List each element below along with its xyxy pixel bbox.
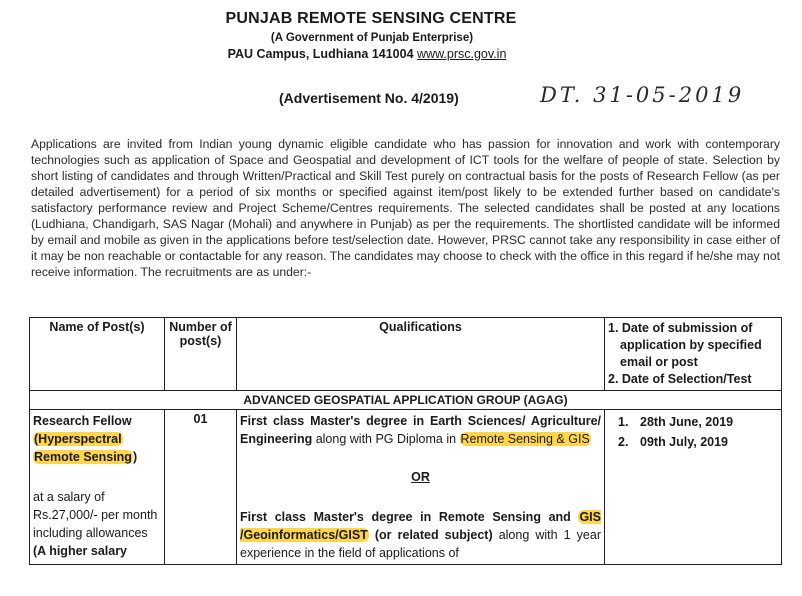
header-dates-1: 1. Date of submission of xyxy=(608,321,753,335)
intro-paragraph: Applications are invited from Indian young dynamic eligible candidate who has passion for innovation and work with contemporary technologies such as application of Space and Geospatial and development of ICT tools for the welfare of people of state. Selection by short listing of candidates and through Written/Practical and Skill Test purely on contractual basis for the posts of Research Fellow (as per detailed advertisement) for a period of six months or specified against item/post likely to be extended further based on candidate's satisfactory performance review and Project Scheme/Centres requirements. The selected candidates shall be posted at any locations (Ludhiana, Chandigarh, SAS Nagar (Mohali) and anywhere in Punjab) as per the requirements. The shortlisted candidate will be informed by email and mobile as given in the applications before test/selection date. However, PRSC cannot take any responsibility in case either of it may be non reachable or contactable for any reason. The candidates may choose to check with the office in this regard if he/she may not receive information. The recruitments are as under:- xyxy=(31,137,780,279)
selection-date: 09th July, 2019 xyxy=(640,435,729,449)
organization-address xyxy=(0,47,802,61)
header-dates-1b: application by specified xyxy=(620,338,762,352)
salary-text xyxy=(33,488,161,560)
posts-table xyxy=(29,317,782,565)
qualification-2-text: along with 1 year experience in the field of applications of xyxy=(240,528,602,560)
salary-note: (A higher salary xyxy=(33,544,128,558)
dates-cell xyxy=(605,410,782,565)
dates-list xyxy=(608,412,778,452)
organization-name: PUNJAB REMOTE SENSING CENTRE xyxy=(225,10,517,27)
post-name xyxy=(33,412,161,466)
letterhead xyxy=(0,10,802,61)
header-dates-2: 2. Date of Selection/Test xyxy=(608,372,752,386)
header-post-name: Name of Post(s) xyxy=(30,318,165,391)
header-dates-1c: email or post xyxy=(620,355,698,369)
submission-date: 28th June, 2019 xyxy=(640,415,734,429)
website-link[interactable]: www.prsc.gov.in xyxy=(417,47,507,61)
salary-details: at a salary of Rs.27,000/- per month including allowances xyxy=(33,490,158,540)
post-highlight-2: Remote Sensing xyxy=(34,450,132,464)
qualification-2-subject: (or related subject) xyxy=(368,528,493,542)
header-post-count: Number of post(s) xyxy=(165,318,237,391)
qualification-1-highlight: Remote Sensing & GIS xyxy=(460,432,590,446)
post-count: 01 xyxy=(165,410,237,565)
group-title: ADVANCED GEOSPATIAL APPLICATION GROUP (AGAG) xyxy=(30,391,782,410)
advertisement-number: (Advertisement No. 4/2019) xyxy=(279,90,459,106)
table-row xyxy=(30,410,782,565)
date-number: 2. xyxy=(618,435,629,449)
post-cell xyxy=(30,410,165,565)
qualification-1-text: along with PG Diploma in xyxy=(312,432,460,446)
qualification-2-degree: First class Master's degree in Remote Sensing and xyxy=(240,510,579,524)
group-row xyxy=(30,391,782,410)
qualification-option-1 xyxy=(240,412,601,448)
qualification-option-2 xyxy=(240,508,601,562)
qualification-2-highlight: GIS /Geoinformatics/GIST xyxy=(240,510,601,542)
post-close-paren: ) xyxy=(132,450,138,464)
post-highlight-1: (Hyperspectral xyxy=(34,432,122,446)
header-dates xyxy=(605,318,782,391)
table-header-row xyxy=(30,318,782,391)
handwritten-date: DT. 31-05-2019 xyxy=(540,83,745,107)
header-qualifications: Qualifications xyxy=(237,318,605,391)
address-text: PAU Campus, Ludhiana 141004 xyxy=(227,47,414,61)
organization-subtitle: (A Government of Punjab Enterprise) xyxy=(270,32,474,44)
qualification-1-degree: First class Master's degree in Earth Sciences/ Agriculture/ Engineering xyxy=(240,414,601,446)
list-item xyxy=(618,432,778,452)
or-separator: OR xyxy=(411,470,430,484)
list-item xyxy=(618,412,778,432)
qualification-cell xyxy=(237,410,605,565)
date-number: 1. xyxy=(618,415,629,429)
post-title: Research Fellow xyxy=(33,414,132,428)
